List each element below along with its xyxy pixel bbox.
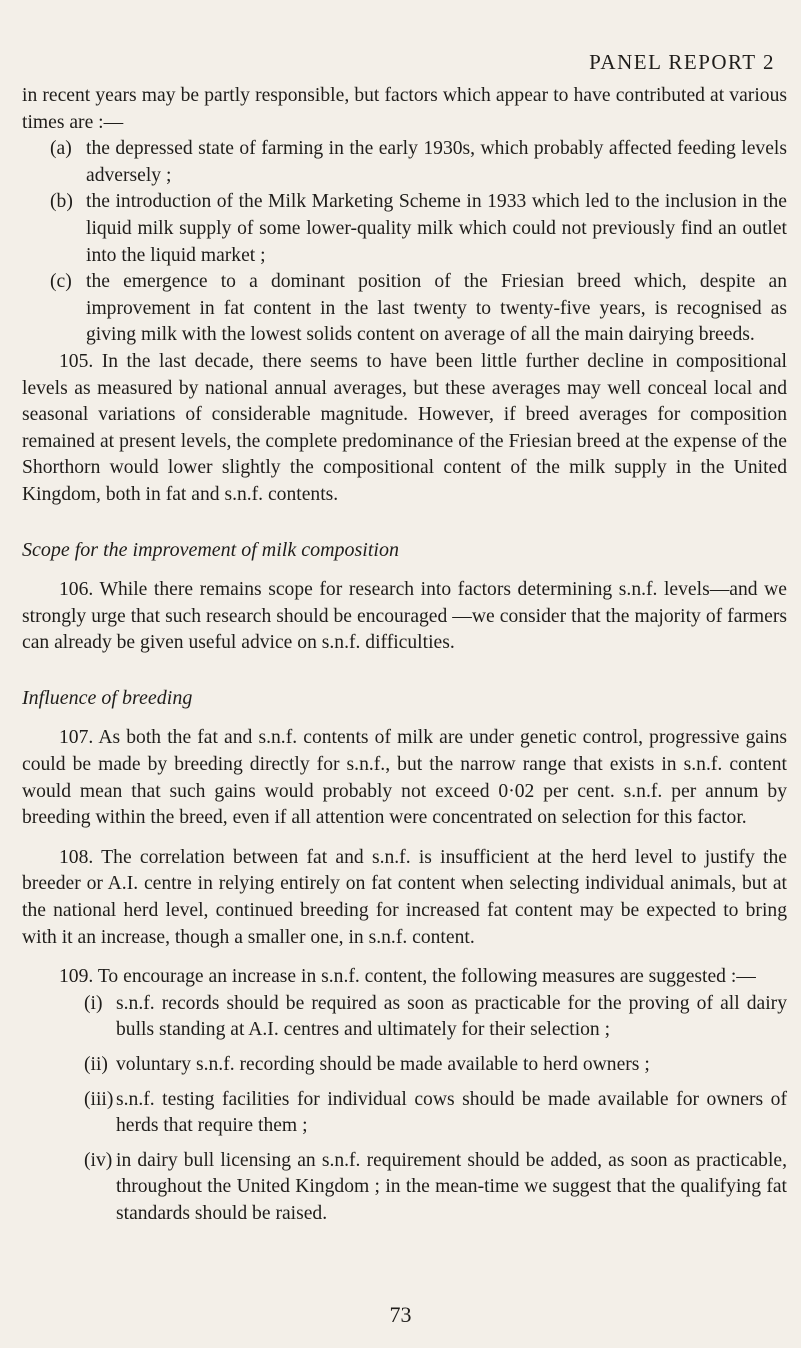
list-item-label: (iii)	[84, 1088, 114, 1110]
list-item-label: (a)	[50, 138, 72, 160]
paragraph-108: 108. The correlation between fat and s.n.f. is insufficient at the herd level to justify the breeder or A.I. centre in relying entirely on fat content when selecting individual animals, but at the national herd level, continued breeding for increased fat content may be expected to bring with it an increase, though a smaller one, in s.n.f. content.	[22, 846, 787, 948]
list-item	[22, 1052, 787, 1079]
list-item-text: the depressed state of farming in the early 1930s, which probably affected feeding levels adversely ;	[86, 138, 787, 186]
list-item	[22, 189, 787, 269]
section-heading-breeding: Influence of breeding	[22, 686, 193, 709]
list-item	[22, 1148, 787, 1228]
list-item-text: the emergence to a dominant position of the Friesian breed which, despite an improvement in fat content in the last twenty to twenty-five years, is recognised as giving milk with the lowest solids content on average of all the main dairying breeds.	[86, 271, 787, 346]
list-item	[22, 1087, 787, 1140]
list-item-label: (i)	[84, 992, 103, 1014]
list-item-text: the introduction of the Milk Marketing Scheme in 1933 which led to the inclusion in the liquid milk supply of some lower-quality milk which could not previously find an outlet into the liquid market ;	[86, 191, 787, 266]
list-item	[22, 991, 787, 1044]
body-text	[22, 83, 787, 1228]
list-item-text: s.n.f. testing facilities for individual cows should be made available for owners of herds that require them ;	[116, 1088, 787, 1137]
list-item-text: s.n.f. records should be required as soon as practicable for the proving of all dairy bulls standing at A.I. centres and ultimately for their selection ;	[116, 992, 787, 1041]
list-item	[22, 269, 787, 349]
intro-paragraph: in recent years may be partly responsible, but factors which appear to have contributed at various times are :—	[22, 85, 787, 133]
list-item-label: (ii)	[84, 1054, 108, 1075]
paragraph-109: 109. To encourage an increase in s.n.f. content, the following measures are suggested :—	[59, 966, 756, 988]
list-item-text: in dairy bull licensing an s.n.f. requirement should be added, as soon as practicable, throughout the United Kingdom ; in the mean-time we suggest that the qualifying fat standards should be raised.	[116, 1149, 787, 1224]
paragraph-107: 107. As both the fat and s.n.f. contents of milk are under genetic control, progressive gains could be made by breeding directly for s.n.f., but the narrow range that exists in s.n.f. content would mean that such gains would probably not exceed 0·02 per cent. s.n.f. per annum by breeding within the breed, even if all attention were concentrated on selection for this factor.	[22, 727, 787, 829]
list-item-label: (c)	[50, 271, 72, 293]
list-item-text: voluntary s.n.f. recording should be made available to herd owners ;	[116, 1054, 650, 1075]
paragraph-106: 106. While there remains scope for research into factors determining s.n.f. levels—and we strongly urge that such research should be encouraged —we consider that the majority of farmers can already be given useful advice on s.n.f. difficulties.	[22, 579, 787, 654]
running-header: PANEL REPORT 2	[589, 50, 775, 74]
section-heading-scope: Scope for the improvement of milk composition	[22, 538, 399, 561]
list-item-label: (iv)	[84, 1149, 113, 1171]
paragraph-105: 105. In the last decade, there seems to have been little further decline in compositional levels as measured by national annual averages, but these averages may well conceal local and seasonal variations of considerable magnitude. However, if breed averages for composition remained at present levels, the complete predominance of the Friesian breed at the expense of the Shorthorn would lower slightly the compositional content of the milk supply in the United Kingdom, both in fat and s.n.f. contents.	[22, 350, 787, 505]
page-number: 73	[389, 1302, 412, 1327]
list-item-label: (b)	[50, 191, 73, 213]
list-item	[22, 136, 787, 189]
